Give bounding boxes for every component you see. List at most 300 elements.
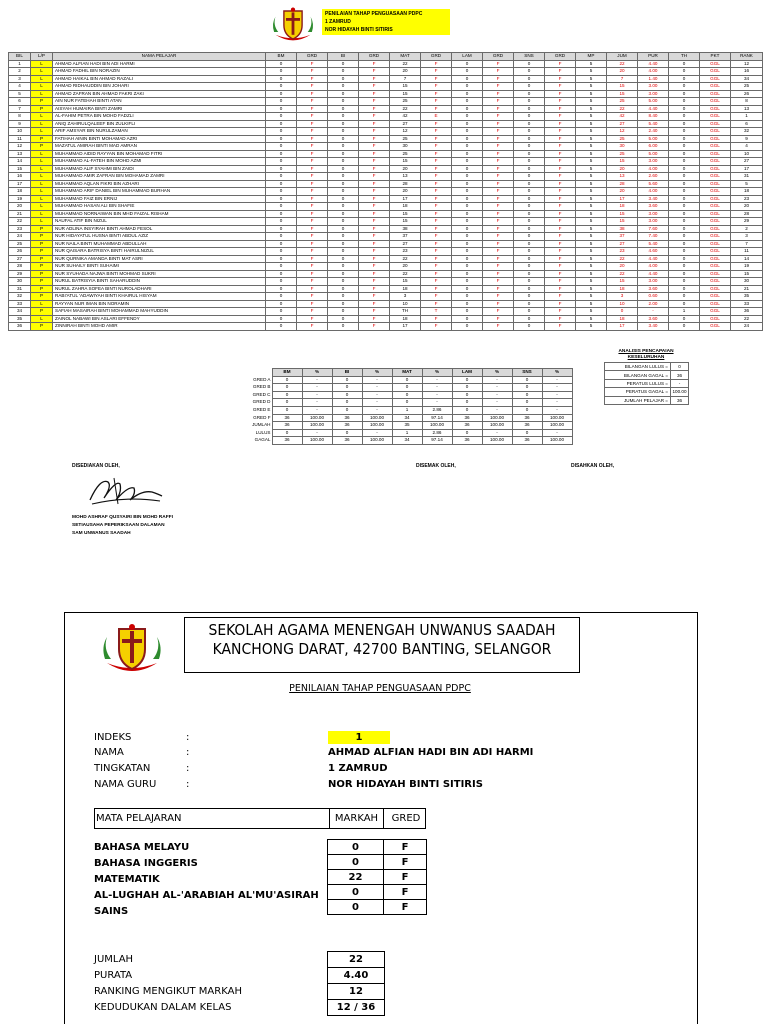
lam-mark: 0 bbox=[452, 98, 483, 106]
sns-mark: 0 bbox=[514, 293, 545, 301]
summary-row bbox=[236, 422, 572, 430]
gender: P bbox=[31, 105, 53, 113]
absent-count: 0 bbox=[669, 90, 700, 98]
mat-grade: F bbox=[421, 293, 452, 301]
bi-grade: F bbox=[359, 75, 390, 83]
table-row bbox=[9, 270, 763, 278]
bi-grade: F bbox=[359, 300, 390, 308]
bm-mark: 0 bbox=[266, 128, 297, 136]
summary-cell: 0 bbox=[392, 384, 422, 392]
header-teacher: NOR HIDAYAH BINTI SITIRIS bbox=[325, 27, 393, 33]
absent-count: 0 bbox=[669, 105, 700, 113]
lam-mark: 0 bbox=[452, 188, 483, 196]
bi-grade: F bbox=[359, 165, 390, 173]
absent-count: 0 bbox=[669, 75, 700, 83]
summary-cell: 0 bbox=[272, 391, 302, 399]
summary-cell: 0 bbox=[452, 376, 482, 384]
summary-row bbox=[236, 376, 572, 384]
analysis-value: 0 bbox=[671, 363, 689, 371]
total-mark: 12 bbox=[607, 128, 638, 136]
bi-grade: F bbox=[359, 278, 390, 286]
row-number: 2 bbox=[9, 68, 31, 76]
table-row bbox=[9, 180, 763, 188]
subject-grade: F bbox=[384, 870, 427, 885]
sns-mark: 0 bbox=[514, 225, 545, 233]
student-name: NUR SUHAILY BINTI SUHAIMI bbox=[53, 263, 266, 271]
signature-image bbox=[86, 474, 166, 508]
summary-cell: - bbox=[542, 429, 572, 437]
mat-mark: 15 bbox=[390, 158, 421, 166]
status: GGL bbox=[700, 150, 731, 158]
bi-grade: F bbox=[359, 308, 390, 316]
bi-mark: 0 bbox=[328, 270, 359, 278]
student-name: NUR ADLINA INSYIRAH BINTI AHMAD FESOL bbox=[53, 225, 266, 233]
absent-count: 0 bbox=[669, 315, 700, 323]
lam-grade: F bbox=[483, 180, 514, 188]
summary-row-label: GRED D bbox=[252, 399, 271, 405]
gender: L bbox=[31, 90, 53, 98]
summary-cell: 0 bbox=[272, 406, 302, 414]
lam-mark: 0 bbox=[452, 278, 483, 286]
bm-mark: 0 bbox=[266, 150, 297, 158]
analysis-title bbox=[604, 349, 688, 361]
signatory-name: MOHD ASHRAF QUSYAIRI BIN MOHD RAFFI bbox=[72, 515, 173, 520]
rank: 14 bbox=[731, 255, 763, 263]
lam-grade: F bbox=[483, 308, 514, 316]
gender: P bbox=[31, 278, 53, 286]
average: 4.00 bbox=[638, 68, 669, 76]
sns-grade: F bbox=[545, 135, 576, 143]
summary-cell: - bbox=[362, 429, 392, 437]
analysis-label: PERATUS LULUS = bbox=[605, 379, 671, 387]
status: GGL bbox=[700, 143, 731, 151]
sns-mark: 0 bbox=[514, 195, 545, 203]
rank: 32 bbox=[731, 128, 763, 136]
total-mark: 28 bbox=[607, 180, 638, 188]
subject-row bbox=[328, 900, 427, 915]
summary-cell: - bbox=[422, 376, 452, 384]
tingkatan-label: TINGKATAN bbox=[94, 763, 151, 774]
bm-mark: 0 bbox=[266, 165, 297, 173]
average: 2.40 bbox=[638, 128, 669, 136]
average: 3.60 bbox=[638, 285, 669, 293]
status: GGL bbox=[700, 270, 731, 278]
total-mark: 25 bbox=[607, 150, 638, 158]
summary-cell: 0 bbox=[332, 384, 362, 392]
row-number: 30 bbox=[9, 278, 31, 286]
bi-grade: F bbox=[359, 270, 390, 278]
bm-mark: 0 bbox=[266, 203, 297, 211]
summary-cell: 36 bbox=[512, 414, 542, 422]
rank: 9 bbox=[731, 135, 763, 143]
total-mark: 18 bbox=[607, 285, 638, 293]
total-mark: 37 bbox=[607, 233, 638, 241]
summary-cell: 100.00 bbox=[422, 422, 452, 430]
summary-cell: 100.00 bbox=[482, 437, 512, 445]
mat-grade: F bbox=[421, 75, 452, 83]
total-mark: 20 bbox=[607, 263, 638, 271]
subject-count: 5 bbox=[576, 263, 607, 271]
bi-grade: F bbox=[359, 263, 390, 271]
table-row bbox=[9, 308, 763, 316]
table-row bbox=[9, 210, 763, 218]
bm-mark: 0 bbox=[266, 105, 297, 113]
col-header: GRD bbox=[297, 53, 328, 61]
lam-mark: 0 bbox=[452, 225, 483, 233]
student-name: MUHAMMAD HASAN ALI BIN SHAFIE bbox=[53, 203, 266, 211]
subject-count: 5 bbox=[576, 195, 607, 203]
col-header: GRD bbox=[421, 53, 452, 61]
row-number: 35 bbox=[9, 315, 31, 323]
subject-grade: F bbox=[384, 840, 427, 855]
absent-count: 0 bbox=[669, 165, 700, 173]
student-name: MUHAMMAD ALIF SYAHMI BIN ZAIDI bbox=[53, 165, 266, 173]
subject-header: MATA PELAJARAN bbox=[96, 813, 182, 824]
gender: L bbox=[31, 68, 53, 76]
summary-cell: 36 bbox=[452, 422, 482, 430]
mat-grade: F bbox=[421, 60, 452, 68]
bm-grade: F bbox=[297, 135, 328, 143]
status: GGL bbox=[700, 135, 731, 143]
col-header: LAM bbox=[452, 53, 483, 61]
bm-mark: 0 bbox=[266, 143, 297, 151]
signatory-school: SAM UNWANUS SAADAH bbox=[72, 531, 131, 536]
average: 3.40 bbox=[638, 195, 669, 203]
bm-mark: 0 bbox=[266, 135, 297, 143]
mat-mark: 3 bbox=[390, 293, 421, 301]
table-row bbox=[9, 68, 763, 76]
lam-grade: F bbox=[483, 83, 514, 91]
table-row bbox=[9, 113, 763, 121]
bi-grade: F bbox=[359, 210, 390, 218]
bm-mark: 0 bbox=[266, 90, 297, 98]
table-row bbox=[9, 323, 763, 331]
table-row bbox=[9, 255, 763, 263]
average: 4.40 bbox=[638, 270, 669, 278]
rank: 25 bbox=[731, 83, 763, 91]
bi-mark: 0 bbox=[328, 240, 359, 248]
indeks-value: 1 bbox=[328, 731, 390, 744]
summary-row-label: GRED A bbox=[253, 376, 271, 382]
average: 3.00 bbox=[638, 158, 669, 166]
student-rows bbox=[9, 60, 763, 330]
col-header: RANK bbox=[731, 53, 763, 61]
subject-count: 5 bbox=[576, 188, 607, 196]
lam-mark: 0 bbox=[452, 285, 483, 293]
summary-cell: 0 bbox=[272, 429, 302, 437]
lam-grade: F bbox=[483, 68, 514, 76]
subject-count: 5 bbox=[576, 233, 607, 241]
average: 4.40 bbox=[638, 105, 669, 113]
bm-mark: 0 bbox=[266, 315, 297, 323]
bm-mark: 0 bbox=[266, 210, 297, 218]
absent-count: 0 bbox=[669, 210, 700, 218]
row-number: 1 bbox=[9, 60, 31, 68]
bm-mark: 0 bbox=[266, 113, 297, 121]
status: GGL bbox=[700, 233, 731, 241]
bi-grade: F bbox=[359, 68, 390, 76]
summary-row bbox=[236, 384, 572, 392]
mat-mark: 38 bbox=[390, 225, 421, 233]
summary-cell: 0 bbox=[392, 391, 422, 399]
col-header: MAT bbox=[390, 53, 421, 61]
mat-mark: 23 bbox=[390, 248, 421, 256]
mat-grade: F bbox=[421, 278, 452, 286]
lam-mark: 0 bbox=[452, 203, 483, 211]
bm-grade: F bbox=[297, 75, 328, 83]
summary-row-label: GRED E bbox=[252, 406, 271, 412]
student-name: ZAINOL NABAWI BIN ASLARI EFFENDY bbox=[53, 315, 266, 323]
row-number: 34 bbox=[9, 308, 31, 316]
lam-mark: 0 bbox=[452, 263, 483, 271]
mat-mark: 18 bbox=[390, 315, 421, 323]
rank: 24 bbox=[731, 323, 763, 331]
absent-count: 1 bbox=[669, 308, 700, 316]
summary-row-label: GAGAL bbox=[254, 437, 271, 443]
subject-mark: 0 bbox=[328, 840, 384, 855]
student-name: NUR SYUHADA NAJWA BINTI MOHMAD SUKRI bbox=[53, 270, 266, 278]
absent-count: 0 bbox=[669, 255, 700, 263]
summary-col-header: SNS bbox=[512, 369, 542, 377]
gender: P bbox=[31, 323, 53, 331]
rank: 6 bbox=[731, 120, 763, 128]
mat-mark: 10 bbox=[390, 300, 421, 308]
subject-mark: 0 bbox=[328, 900, 384, 915]
summary-cell: - bbox=[482, 391, 512, 399]
absent-count: 0 bbox=[669, 120, 700, 128]
mat-mark: 22 bbox=[390, 270, 421, 278]
summary-cell: 36 bbox=[332, 422, 362, 430]
bi-mark: 0 bbox=[328, 278, 359, 286]
analysis-row bbox=[605, 371, 689, 379]
sns-grade: F bbox=[545, 113, 576, 121]
lam-grade: F bbox=[483, 293, 514, 301]
total-mark: 22 bbox=[607, 60, 638, 68]
total-mark: 7 bbox=[607, 75, 638, 83]
lam-mark: 0 bbox=[452, 120, 483, 128]
mat-mark: 27 bbox=[390, 240, 421, 248]
total-mark: 0 bbox=[607, 308, 638, 316]
sns-grade: F bbox=[545, 128, 576, 136]
summary-cell: - bbox=[362, 399, 392, 407]
subject-count: 5 bbox=[576, 308, 607, 316]
col-header: GRD bbox=[483, 53, 514, 61]
lam-grade: F bbox=[483, 113, 514, 121]
bi-mark: 0 bbox=[328, 315, 359, 323]
sns-grade: F bbox=[545, 278, 576, 286]
gender: P bbox=[31, 285, 53, 293]
lam-mark: 0 bbox=[452, 323, 483, 331]
status: GGL bbox=[700, 83, 731, 91]
lam-mark: 0 bbox=[452, 75, 483, 83]
summary-cell: 0 bbox=[332, 399, 362, 407]
col-header: BIL bbox=[9, 53, 31, 61]
header-title: PENILAIAN TAHAP PENGUASAAN PDPC bbox=[325, 11, 423, 17]
subject-count: 5 bbox=[576, 90, 607, 98]
col-header: MP bbox=[576, 53, 607, 61]
bm-mark: 0 bbox=[266, 308, 297, 316]
rank: 7 bbox=[731, 240, 763, 248]
subject-mark: 22 bbox=[328, 870, 384, 885]
bm-mark: 0 bbox=[266, 173, 297, 181]
summary-cell: 2.86 bbox=[422, 406, 452, 414]
subject-count: 5 bbox=[576, 128, 607, 136]
absent-count: 0 bbox=[669, 195, 700, 203]
rank: 4 bbox=[731, 143, 763, 151]
summary-col-header: % bbox=[362, 369, 392, 377]
status: GGL bbox=[700, 300, 731, 308]
summary-cell: 36 bbox=[512, 437, 542, 445]
summary-cell: - bbox=[542, 384, 572, 392]
lam-mark: 0 bbox=[452, 113, 483, 121]
summary-cell: 0 bbox=[272, 376, 302, 384]
subject-count: 5 bbox=[576, 315, 607, 323]
gender: L bbox=[31, 113, 53, 121]
bm-mark: 0 bbox=[266, 300, 297, 308]
totals-row bbox=[328, 984, 385, 1000]
gender: L bbox=[31, 173, 53, 181]
subject-mark: 0 bbox=[328, 855, 384, 870]
row-number: 3 bbox=[9, 75, 31, 83]
mat-grade: F bbox=[421, 165, 452, 173]
average: 5.60 bbox=[638, 180, 669, 188]
mat-grade: F bbox=[421, 263, 452, 271]
lam-mark: 0 bbox=[452, 143, 483, 151]
student-name: MAZATUL AMIRAH BINTI MAD AMRAN bbox=[53, 143, 266, 151]
bi-mark: 0 bbox=[328, 98, 359, 106]
bm-mark: 0 bbox=[266, 248, 297, 256]
status: GGL bbox=[700, 293, 731, 301]
sns-mark: 0 bbox=[514, 158, 545, 166]
student-name: FATIHAH AININ BINTI MOHAMAD AZRI bbox=[53, 135, 266, 143]
absent-count: 0 bbox=[669, 60, 700, 68]
bm-grade: F bbox=[297, 263, 328, 271]
col-header: GRD bbox=[359, 53, 390, 61]
mat-mark: 20 bbox=[390, 263, 421, 271]
lam-mark: 0 bbox=[452, 248, 483, 256]
bm-mark: 0 bbox=[266, 255, 297, 263]
average: 4.00 bbox=[638, 165, 669, 173]
bm-grade: F bbox=[297, 285, 328, 293]
lam-grade: F bbox=[483, 143, 514, 151]
mat-grade: F bbox=[421, 285, 452, 293]
summary-cell: 0 bbox=[452, 429, 482, 437]
lam-mark: 0 bbox=[452, 165, 483, 173]
mat-mark: 17 bbox=[390, 323, 421, 331]
mat-grade: F bbox=[421, 210, 452, 218]
average: 2.60 bbox=[638, 173, 669, 181]
bm-mark: 0 bbox=[266, 120, 297, 128]
bm-grade: F bbox=[297, 188, 328, 196]
analysis-row bbox=[605, 396, 689, 404]
gender: P bbox=[31, 293, 53, 301]
rank: 20 bbox=[731, 203, 763, 211]
lam-grade: F bbox=[483, 150, 514, 158]
rank: 17 bbox=[731, 165, 763, 173]
status: GGL bbox=[700, 90, 731, 98]
absent-count: 0 bbox=[669, 263, 700, 271]
bi-mark: 0 bbox=[328, 188, 359, 196]
gender: P bbox=[31, 255, 53, 263]
summary-row-label: GRED C bbox=[252, 391, 271, 397]
summary-cell: - bbox=[482, 399, 512, 407]
bm-mark: 0 bbox=[266, 323, 297, 331]
gender: P bbox=[31, 240, 53, 248]
lam-grade: F bbox=[483, 90, 514, 98]
summary-cell: - bbox=[362, 376, 392, 384]
student-name: MUHAMMAD FAIZ BIN ERNIJ bbox=[53, 195, 266, 203]
summary-row bbox=[236, 406, 572, 414]
table-row bbox=[9, 83, 763, 91]
sns-grade: F bbox=[545, 263, 576, 271]
table-row bbox=[9, 300, 763, 308]
sns-grade: F bbox=[545, 105, 576, 113]
bm-grade: F bbox=[297, 105, 328, 113]
summary-cell: 36 bbox=[332, 414, 362, 422]
student-name: SAFIAH MASAIRAH BINTI MOHAMMAD MAHYUDDIN bbox=[53, 308, 266, 316]
lam-mark: 0 bbox=[452, 173, 483, 181]
checked-by-label: DISEMAK OLEH, bbox=[416, 463, 456, 469]
col-header: GRD bbox=[545, 53, 576, 61]
summary-cell: - bbox=[542, 406, 572, 414]
subject-grade: F bbox=[384, 900, 427, 915]
subject-name: BAHASA MELAYU bbox=[94, 842, 190, 853]
sns-grade: F bbox=[545, 60, 576, 68]
class-position-label: KEDUDUKAN DALAM KELAS bbox=[94, 1002, 232, 1013]
total-mark: 3 bbox=[607, 293, 638, 301]
bi-grade: F bbox=[359, 173, 390, 181]
summary-cell: 36 bbox=[332, 437, 362, 445]
row-number: 4 bbox=[9, 83, 31, 91]
gender: L bbox=[31, 203, 53, 211]
average: 4.00 bbox=[638, 188, 669, 196]
header-class: 1 ZAMRUD bbox=[325, 19, 351, 25]
bm-grade: F bbox=[297, 293, 328, 301]
absent-count: 0 bbox=[669, 113, 700, 121]
analysis-value: - bbox=[671, 379, 689, 387]
sns-mark: 0 bbox=[514, 113, 545, 121]
absent-count: 0 bbox=[669, 180, 700, 188]
average: 5.40 bbox=[638, 120, 669, 128]
absent-count: 0 bbox=[669, 270, 700, 278]
lam-mark: 0 bbox=[452, 135, 483, 143]
row-number: 22 bbox=[9, 218, 31, 226]
bm-mark: 0 bbox=[266, 75, 297, 83]
average: 8.40 bbox=[638, 113, 669, 121]
subject-name: AL-LUGHAH AL-'ARABIAH AL'MU'ASIRAH bbox=[94, 890, 319, 901]
table-row bbox=[9, 158, 763, 166]
total-label: JUMLAH bbox=[94, 954, 134, 965]
student-name: AHMAD RIDHAUDDIN BIN JOHARI bbox=[53, 83, 266, 91]
summary-cell: 0 bbox=[332, 406, 362, 414]
bi-mark: 0 bbox=[328, 203, 359, 211]
rank: 10 bbox=[731, 150, 763, 158]
status: GGL bbox=[700, 173, 731, 181]
subject-count: 5 bbox=[576, 248, 607, 256]
analysis-label: BILANGAN GAGAL = bbox=[605, 371, 671, 379]
summary-cell: 36 bbox=[272, 437, 302, 445]
subject-count: 5 bbox=[576, 173, 607, 181]
summary-cell: 34 bbox=[392, 414, 422, 422]
bi-grade: F bbox=[359, 180, 390, 188]
bi-mark: 0 bbox=[328, 225, 359, 233]
mat-grade: F bbox=[421, 105, 452, 113]
mat-mark: 15 bbox=[390, 90, 421, 98]
bi-mark: 0 bbox=[328, 120, 359, 128]
summary-cell: 100.00 bbox=[362, 437, 392, 445]
bi-mark: 0 bbox=[328, 60, 359, 68]
lam-grade: F bbox=[483, 278, 514, 286]
